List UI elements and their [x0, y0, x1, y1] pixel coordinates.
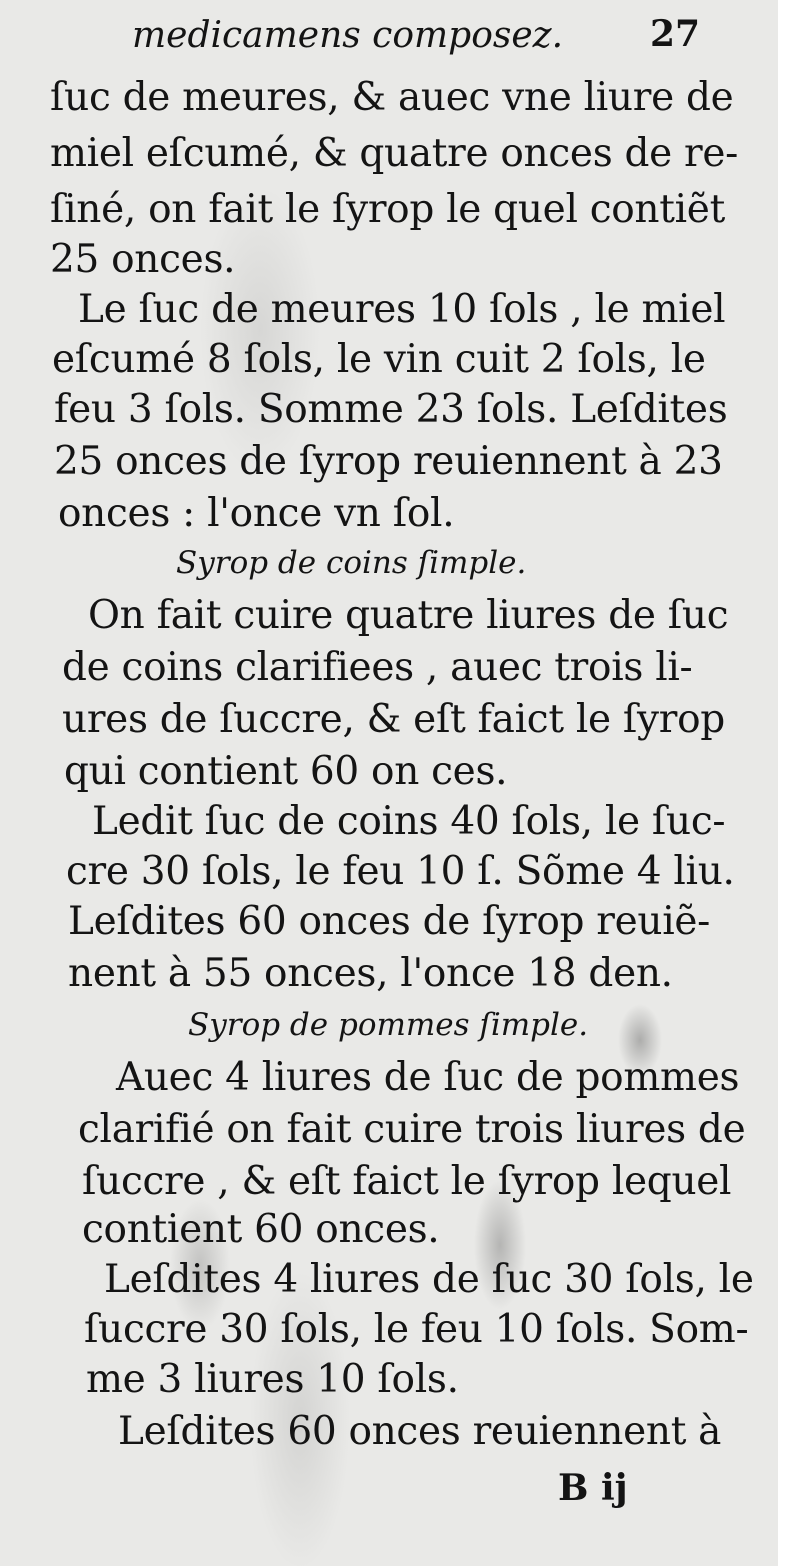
text-line: ures de ſuccre, & eſt faict le ſyrop [62, 697, 725, 742]
section-heading-pommes: Syrop de pommes ſimple. [188, 1007, 589, 1043]
text-line: eſcumé 8 ſols, le vin cuit 2 ſols, le [52, 337, 706, 382]
text-line: contient 60 onces. [82, 1207, 440, 1252]
page-edge [778, 0, 800, 1566]
text-line: qui contient 60 on ces. [64, 749, 508, 794]
page-number: 27 [650, 13, 701, 55]
text-line: Le ſuc de meures 10 ſols , le miel [78, 287, 726, 332]
text-line: miel eſcumé, & quatre onces de re- [50, 131, 739, 176]
text-line: 25 onces de ſyrop reuiennent à 23 [54, 439, 723, 484]
text-line: On fait cuire quatre liures de ſuc [88, 593, 729, 638]
text-line: me 3 liures 10 ſols. [86, 1357, 459, 1402]
text-line: onces : l'once vn ſol. [58, 491, 455, 536]
text-line: de coins clarifiees , auec trois li- [62, 645, 693, 690]
text-line: feu 3 ſols. Somme 23 ſols. Leſdites [54, 387, 728, 432]
section-heading-coins: Syrop de coins ſimple. [176, 545, 527, 581]
text-line: Ledit ſuc de coins 40 ſols, le ſuc- [92, 799, 726, 844]
text-line: nent à 55 onces, l'once 18 den. [68, 951, 673, 996]
signature-mark: B ij [558, 1467, 628, 1509]
text-line: 25 onces. [50, 237, 236, 282]
text-line: ſuccre , & eſt faict le ſyrop lequel [82, 1159, 732, 1204]
text-line: ſiné, on fait le ſyrop le quel contiẽt [50, 187, 725, 232]
text-line: Leſdites 4 liures de ſuc 30 ſols, le [104, 1257, 754, 1302]
text-line: cre 30 ſols, le feu 10 ſ. Sõme 4 liu. [66, 849, 735, 894]
text-line: clarifié on fait cuire trois liures de [78, 1107, 746, 1152]
running-head-title: medicamens composez. [132, 15, 564, 56]
text-line: Leſdites 60 onces reuiennent à [118, 1409, 722, 1454]
text-line: Leſdites 60 onces de ſyrop reuiẽ- [68, 899, 711, 944]
text-line: ſuccre 30 ſols, le feu 10 ſols. Som- [84, 1307, 749, 1352]
text-line: ſuc de meures, & auec vne liure de [50, 75, 734, 120]
text-line: Auec 4 liures de ſuc de pommes [116, 1055, 740, 1100]
